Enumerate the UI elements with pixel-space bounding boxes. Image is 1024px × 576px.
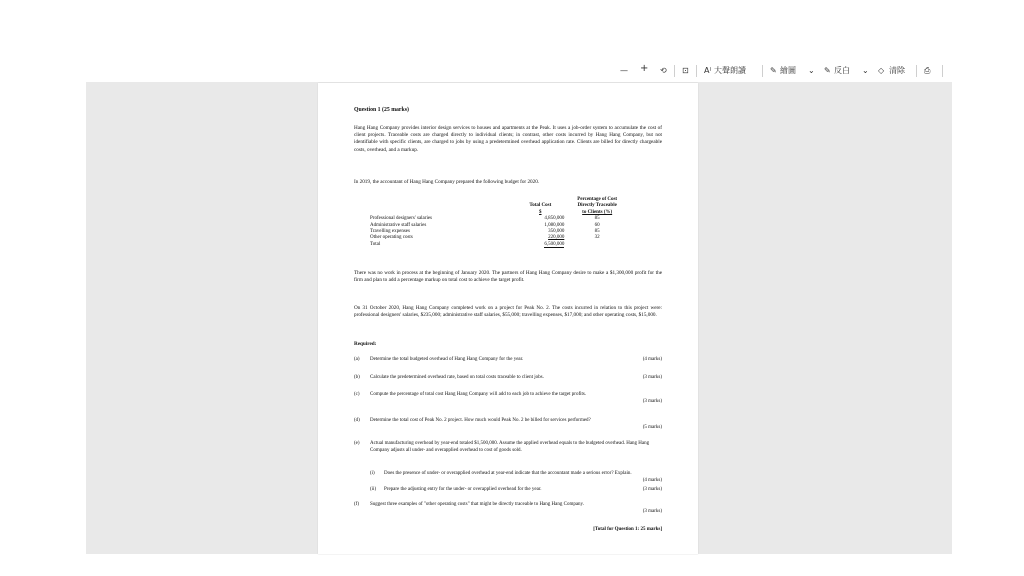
eraser-icon[interactable]: ◇ [878,66,885,75]
pdf-page [318,83,698,554]
item-marks: (3 marks) [642,509,662,514]
row-cost: 220,000 [548,235,565,241]
question-item [354,375,662,383]
toolbar-divider [942,65,943,77]
subitem-letter: (ii) [370,487,377,492]
subitem-marks: (3 marks) [642,487,662,492]
row-cost: 350,000 [548,229,565,235]
toolbar-divider [916,65,917,77]
rotate-icon[interactable]: ⟲ [660,66,667,75]
row-cost: 6,500,000 [544,241,565,247]
budget-table [368,197,628,248]
item-letter: (d) [354,418,360,423]
item-marks: (4 marks) [642,357,662,362]
chevron-down-icon[interactable]: ⌄ [808,66,815,75]
question-subitem [370,487,662,495]
item-text: Actual manufacturing overhead by year-end totaled $1,500,000. Assume the applied overhead equals to the budgeted overhead. Hang Hang Company adjusts all under- and overapplied overhead to cost of goods sold. [370,441,650,453]
subitem-text: Does the presence of under- or overapplied overhead at year-end indicate that the accountant made a serious error? Explain. [384,471,632,476]
question-title: Question 1 (25 marks) [354,107,409,113]
highlight-button[interactable]: 反白 [834,66,850,75]
zoom-in-button[interactable]: + [640,63,649,74]
item-letter: (f) [354,502,359,507]
subitem-text: Prepare the adjusting entry for the under- or overapplied overhead for the year. [384,487,542,492]
row-label: Other operating costs [370,235,413,241]
question-item [354,441,662,463]
subitem-letter: (i) [370,471,375,476]
zoom-out-button[interactable]: — [620,66,628,75]
col1-header: Total Cost [529,203,552,209]
item-marks: (3 marks) [642,399,662,404]
profit-paragraph: There was no work in process at the beginning of January 2020. The partners of Hang Hang Company desire to make a $1,300,000 profit for the firm and plan to add a percentage markup on total cost to achieve the target profit. [354,270,662,284]
question-item [354,502,662,517]
total-marks: [Total for Question 1: 25 marks] [593,527,662,532]
question-item [354,392,662,407]
required-heading: Required: [354,341,377,347]
row-pct [566,242,628,248]
fit-page-icon[interactable]: ⊡ [682,66,689,75]
print-icon[interactable]: ⎙ [924,66,931,75]
row-pct: 32 [594,235,600,241]
draw-button[interactable]: 繪圖 [780,66,796,75]
item-text: Compute the percentage of total cost Hang Hang Company will add to each job to achieve the target profits. [370,392,587,397]
row-cost: 4,850,000 [544,216,565,222]
item-letter: (a) [354,357,360,362]
question-subitem [370,471,662,486]
item-marks: (3 marks) [642,375,662,380]
col2-header-2: Directly Traceable [577,203,617,209]
col2-header-1: Percentage of Cost [577,197,618,202]
chevron-down-icon[interactable]: ⌄ [862,66,869,75]
item-letter: (e) [354,441,360,446]
row-pct: 85 [594,229,600,235]
row-pct: 85 [594,216,600,222]
highlight-icon[interactable]: ✎ [824,66,831,75]
row-label: Travelling expenses [370,229,410,235]
subitem-marks: (4 marks) [642,478,662,483]
item-text: Determine the total budgeted overhead of Hang Hang Company for the year. [370,357,524,362]
item-text: Calculate the predetermined overhead rate, based on total costs traceable to client jobs. [370,375,544,380]
project-paragraph: On 31 October 2020, Hang Hang Company completed work on a project for Peak No. 2. The costs incurred in relation to this project were: professional designers' salaries, $235,000; administrative staff salaries, $55,000; travelling expenses, $17,000; and other operating costs, $15,000. [354,305,662,319]
row-cost: 1,080,000 [544,222,565,228]
budget-intro: In 2019, the accountant of Hang Hang Company prepared the following budget for 2020. [354,179,540,185]
row-label: Professional designers' salaries [370,216,432,222]
row-pct: 60 [594,222,600,228]
item-letter: (c) [354,392,360,397]
row-label: Administrative staff salaries [370,222,427,228]
toolbar-divider [696,65,697,77]
intro-paragraph: Hang Hang Company provides interior design services to houses and apartments at the Peak. It uses a job-order system to accumulate the cost of client projects. Traceable costs are charged directly to individual clients; in contrast, other costs incurred by Hang Hang Company, but not identifiable with specific clients, are charged to jobs by using a predetermined overhead application rate. Clients are billed for directly chargeable costs, overhead, and a markup. [354,125,662,153]
table-row [368,242,628,248]
read-aloud-button[interactable]: A⁾ 大聲朗讀 [704,66,746,75]
erase-button[interactable]: 清除 [889,66,905,75]
question-item [354,357,662,365]
toolbar-divider [762,65,763,77]
draw-icon[interactable]: ✎ [770,66,777,75]
col1-unit: $ [539,209,542,215]
toolbar-divider [674,65,675,77]
item-text: Determine the total cost of Peak No. 2 project. How much would Peak No. 2 be billed for services performed? [370,418,591,423]
item-marks: (5 marks) [642,425,662,430]
pdf-toolbar [86,60,952,83]
item-letter: (b) [354,375,360,380]
col2-header-3: to Clients (%) [582,209,613,215]
question-item [354,418,662,433]
item-text: Suggest three examples of "other operating costs" that might be directly traceable to Hang Hang Company. [370,502,584,507]
row-label: Total [370,241,381,247]
